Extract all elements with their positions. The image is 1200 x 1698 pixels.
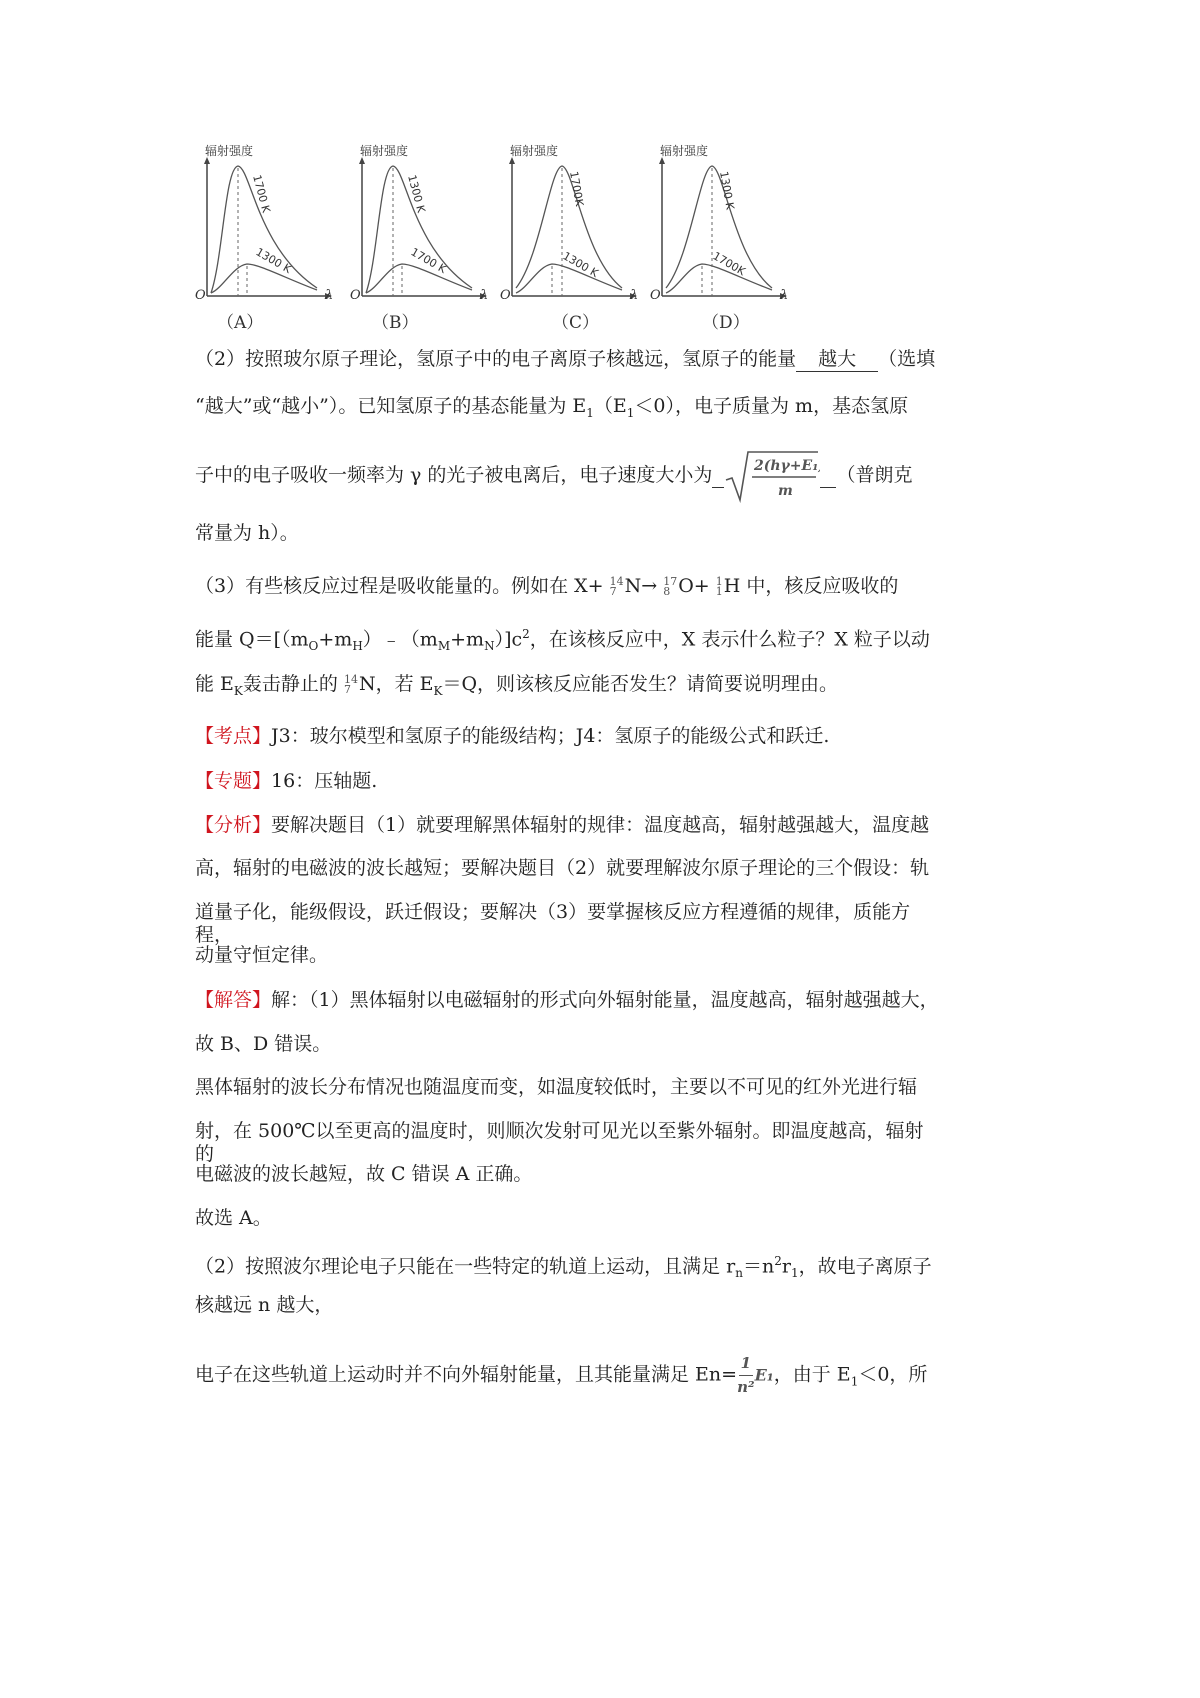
formula-denominator: m [778,483,794,499]
jieda-line-9: 电子在这些轨道上运动时并不向外辐射能量，且其能量满足 En= $\frac{1}{\text{n²}}$ E₁，由于 $E_1<0$，所 [195,1352,940,1399]
panel-a-plot [195,138,345,308]
nuclide-h1-numbers: 1 1 [715,575,723,598]
panel-b-plot [350,138,500,308]
low-curve-label: 1300 K [560,249,601,280]
jieda-line-5: 电磁波的波长越短，故 C 错误 A 正确。 [195,1163,533,1185]
origin-label: O [350,288,361,303]
fenxi-line-4: 动量守恒定律。 [195,944,329,966]
formula-numerator: 2(hγ+E₁) [754,458,821,474]
q2-line-2: “越大”或“越小”）。已知氢原子的基态能量为 $E_1(E_1<0)$，电子质量为 m，基态氢原 [195,395,909,420]
jieda-line-6: 故选 A。 [195,1207,272,1229]
q3-line-2: 能量 $Q=[(m_O+m_H)﹣(m_M+m_N)]c^2$，在该核反应中，X 表示什么粒子？X 粒子以动 [195,627,930,654]
curve-low [666,264,772,293]
x-axis-label: λ [325,288,334,303]
curve-high [666,166,772,288]
q2-line-3: 子中的电子吸收一频率为 γ 的光子被电离后，电子速度大小为 2(hγ+E₁) m （普朗克 [195,448,940,504]
high-curve-label: 1700 K [250,173,273,215]
low-curve-label: 1700 K [408,245,449,276]
panel-c-plot [500,138,650,308]
jieda-line-7: （2）按照波尔理论电子只能在一些特定的轨道上运动，且满足 $r_n=n^2r_1$，故电子离原子 [195,1254,932,1281]
jieda-line-3: 黑体辐射的波长分布情况也随温度而变，如温度较低时，主要以不可见的红外光进行辐 [195,1076,918,1098]
fenxi-line-3: 道量子化，能级假设，跃迁假设；要解决（3）要掌握核反应方程遵循的规律，质能方程， [195,901,911,946]
y-axis-label: 辐射强度 [205,144,254,158]
jieda-line-2: 故 B、D 错误。 [195,1033,332,1055]
low-curve-label: 1700K [710,249,748,279]
nuclide-n14-numbers: 14 7 [609,575,624,598]
curve-low [516,264,622,293]
panel-caption: （D） [702,313,750,333]
jieda-tag: 【解答】 [195,989,272,1011]
q2-line-1: （2）按照玻尔原子理论，氢原子中的电子离原子核越远，氢原子的能量 越大 （选填 [195,348,936,370]
zhuanti-tag: 【专题】 [195,770,272,792]
x-axis-label: λ [480,288,489,303]
fenxi-line-2: 高，辐射的电磁波的波长越短；要解决题目（2）就要理解波尔原子理论的三个假设：轨 [195,857,930,879]
nuclide-n14-numbers: 14 7 [343,673,358,696]
x-axis-label: λ [780,288,789,303]
fenxi-tag: 【分析】 [195,814,272,836]
curve-low [211,264,317,293]
energy-formula-fraction: $\frac{1}{\text{n²}}$ [737,1354,755,1396]
figure-panel-a [195,138,345,338]
curve-low [366,264,472,293]
q2-line-4: 常量为 h）。 [195,522,299,544]
jieda-line-8: 核越远 n 越大， [195,1294,334,1316]
y-axis-label: 辐射强度 [660,144,709,158]
y-axis-label: 辐射强度 [360,144,409,158]
y-axis-label: 辐射强度 [510,144,559,158]
q3-line-3: 能 $E_K$轰击静止的 14 7 N，若 $E_K=Q$，则该核反应能否发生？请简要说明理由。 [195,673,839,698]
origin-label: O [650,288,661,303]
curve-high [516,166,622,288]
q3-line-1: （3）有些核反应过程是吸收能量的。例如在 X+ 14 7 N→ 17 8 O+ 1 1 H 中，核反应吸收的 [195,575,899,598]
q2-answer-1: 越大 [796,348,878,372]
jieda-line-1: 【解答】解：（1）黑体辐射以电磁辐射的形式向外辐射能量，温度越高，辐射越强越大， [195,989,939,1011]
origin-label: O [500,288,511,303]
panel-caption: （A） [217,313,264,333]
kaodian-tag: 【考点】 [195,725,272,747]
jieda-line-4: 射，在 500℃以至更高的温度时，则顺次发射可见光以至紫外辐射。即温度越高，辐射的 [195,1120,924,1165]
zhuanti-line: 【专题】16：压轴题. [195,770,378,792]
figure-panel-d [650,138,800,338]
origin-label: O [195,288,206,303]
high-curve-label: 1300 K [717,170,737,211]
nuclide-o17-numbers: 17 8 [663,575,678,598]
panel-caption: （B） [372,313,419,333]
figure-panel-b [350,138,500,338]
high-curve-label: 1700K [567,170,586,208]
fenxi-line-1: 【分析】要解决题目（1）就要理解黑体辐射的规律：温度越高，辐射越强越大，温度越 [195,814,930,836]
kaodian-line: 【考点】J3：玻尔模型和氢原子的能级结构；J4：氢原子的能级公式和跃迁. [195,725,830,747]
low-curve-label: 1300 K [253,245,294,276]
panel-caption: （C） [552,313,600,333]
x-axis-label: λ [630,288,639,303]
figure-panel-c [500,138,650,338]
q2-answer-formula [724,448,820,504]
blackbody-figures [195,138,795,338]
high-curve-label: 1300 K [405,173,428,215]
panel-d-plot [650,138,800,308]
